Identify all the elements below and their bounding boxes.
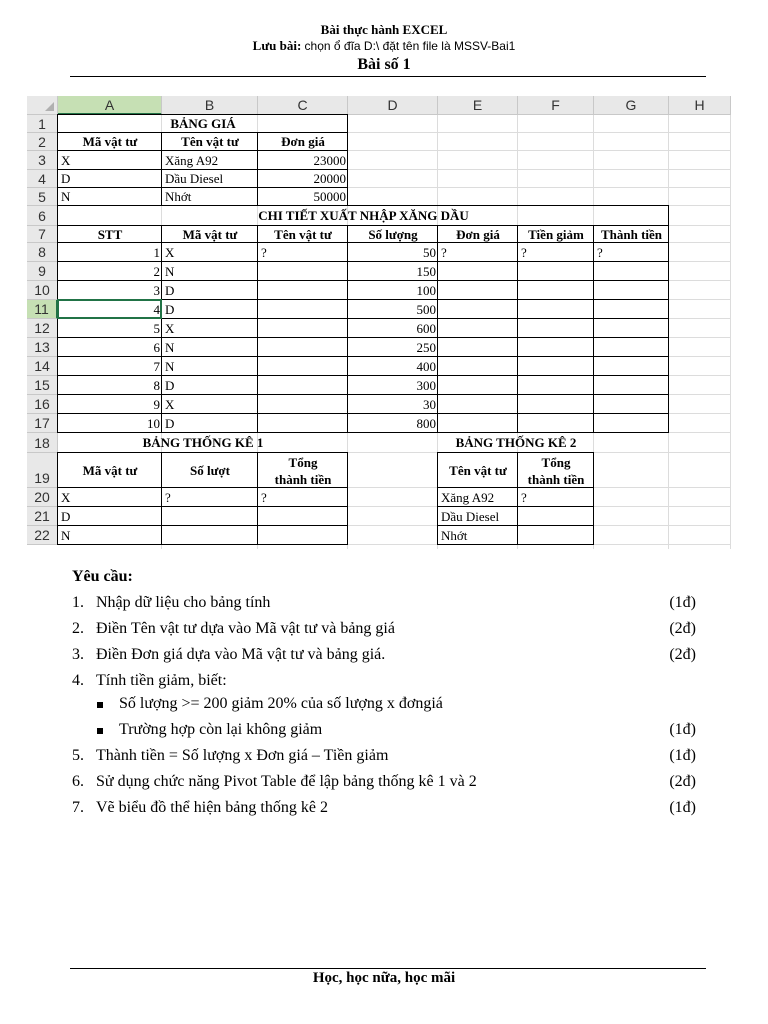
detail-table-cell[interactable]: [594, 319, 669, 338]
requirement-text: Sử dụng chức năng Pivot Table để lập bảng thống kê 1 và 2: [96, 773, 477, 790]
stats1-cell[interactable]: N: [61, 528, 71, 543]
column-header-f[interactable]: F: [518, 96, 594, 115]
detail-table-cell[interactable]: 4: [153, 302, 160, 317]
row-header-19[interactable]: 19: [27, 453, 58, 488]
price-table-cell[interactable]: D: [61, 171, 71, 186]
save-text: chọn ổ đĩa D:\ đặt tên file là MSSV-Bai1: [304, 39, 516, 53]
detail-table-cell[interactable]: [518, 262, 594, 281]
detail-table-cell[interactable]: [258, 281, 348, 300]
requirement-text: Điền Đơn giá dựa vào Mã vật tư và bảng giá.: [96, 646, 386, 663]
detail-table-cell[interactable]: [518, 357, 594, 376]
column-header-a[interactable]: A: [58, 96, 162, 115]
save-label: Lưu bài:: [252, 38, 302, 53]
detail-table-cell[interactable]: [594, 281, 669, 300]
detail-table-cell[interactable]: [438, 376, 518, 395]
detail-table-header[interactable]: Số lượng: [368, 227, 418, 242]
stats1-header-line1: Tổng: [288, 455, 318, 470]
detail-table-header[interactable]: Đơn giá: [456, 227, 500, 242]
row-header-8[interactable]: 8: [27, 243, 58, 262]
row-header-17[interactable]: 17: [27, 414, 58, 433]
exercise-title: Bài số 1: [357, 56, 411, 73]
stats2-header-line1: Tổng: [541, 455, 571, 470]
column-header-g[interactable]: G: [594, 96, 669, 115]
detail-table-title[interactable]: CHI TIẾT XUẤT NHẬP XĂNG DẦU: [258, 208, 469, 223]
detail-table-cell[interactable]: 1: [153, 245, 160, 260]
detail-table-header[interactable]: Tên vật tư: [274, 227, 332, 242]
stats1-header-line2: thành tiền: [274, 472, 332, 487]
row-header-21[interactable]: 21: [27, 507, 58, 526]
detail-table-cell[interactable]: 6: [153, 340, 160, 355]
detail-table-cell[interactable]: [594, 338, 669, 357]
detail-table-cell[interactable]: D: [165, 416, 175, 431]
stats1-cell[interactable]: [162, 526, 258, 545]
detail-table-cell[interactable]: 8: [153, 378, 160, 393]
price-table-cell[interactable]: 23000: [313, 153, 346, 168]
detail-table-cell[interactable]: 10: [147, 416, 160, 431]
detail-table-cell[interactable]: N: [165, 264, 175, 279]
price-table-cell[interactable]: N: [61, 189, 71, 204]
detail-table-cell[interactable]: [258, 414, 348, 433]
requirement-number: 1.: [72, 594, 84, 611]
detail-table-cell[interactable]: [438, 357, 518, 376]
detail-table-cell[interactable]: [258, 376, 348, 395]
detail-table-cell[interactable]: 250: [416, 340, 436, 355]
detail-table-cell[interactable]: [438, 281, 518, 300]
detail-table-cell[interactable]: [594, 395, 669, 414]
detail-table-cell[interactable]: [258, 395, 348, 414]
requirement-text: Thành tiền = Số lượng x Đơn giá – Tiền giảm: [96, 747, 389, 764]
requirement-text: Số lượng >= 200 giảm 20% của số lượng x đơngiá: [119, 695, 443, 712]
requirement-text: Trường hợp còn lại không giảm: [119, 721, 323, 738]
row-header-16[interactable]: 16: [27, 395, 58, 414]
detail-table-cell[interactable]: [258, 338, 348, 357]
doc-title: Bài thực hành EXCEL: [320, 22, 448, 37]
detail-table-cell[interactable]: [258, 357, 348, 376]
row-header-6[interactable]: 6: [27, 206, 58, 226]
price-table-header[interactable]: Mã vật tư: [82, 134, 138, 149]
detail-table-cell[interactable]: [258, 319, 348, 338]
detail-table-cell[interactable]: [594, 376, 669, 395]
row-header-20[interactable]: 20: [27, 488, 58, 507]
column-header-b[interactable]: B: [162, 96, 258, 115]
detail-table-cell[interactable]: D: [165, 302, 175, 317]
detail-table-cell[interactable]: 5: [153, 321, 160, 336]
bullet-icon: [97, 728, 103, 734]
stats2-cell[interactable]: ?: [521, 490, 527, 505]
gridline-v: [730, 115, 731, 549]
detail-table-cell[interactable]: 100: [416, 283, 436, 298]
detail-table-cell[interactable]: ?: [441, 245, 447, 260]
requirement-points: (2đ): [669, 620, 696, 637]
requirement-number: 4.: [72, 672, 84, 689]
requirement-points: (2đ): [669, 646, 696, 663]
stats2-cell[interactable]: [518, 507, 594, 526]
detail-table-cell[interactable]: ?: [597, 245, 603, 260]
stats2-title[interactable]: BẢNG THỐNG KÊ 2: [455, 435, 577, 450]
stats1-cell[interactable]: ?: [261, 490, 267, 505]
requirement-text: Vẽ biểu đồ thể hiện bảng thống kê 2: [96, 799, 328, 816]
price-table-cell[interactable]: 20000: [313, 171, 346, 186]
detail-table-cell[interactable]: [438, 319, 518, 338]
select-all-corner[interactable]: [27, 96, 58, 115]
detail-table-header[interactable]: STT: [97, 227, 123, 242]
row-header-14[interactable]: 14: [27, 357, 58, 376]
row-header-13[interactable]: 13: [27, 338, 58, 357]
stats1-cell[interactable]: [258, 507, 348, 526]
detail-table-cell[interactable]: [438, 414, 518, 433]
detail-table-cell[interactable]: 500: [416, 302, 436, 317]
detail-table-cell[interactable]: [258, 262, 348, 281]
detail-table-cell[interactable]: [518, 414, 594, 433]
detail-table-cell[interactable]: [594, 300, 669, 319]
stats2-cell[interactable]: Dầu Diesel: [441, 509, 500, 524]
detail-table-cell[interactable]: D: [165, 378, 175, 393]
stats2-header-line2: thành tiền: [527, 472, 585, 487]
detail-table-cell[interactable]: [438, 338, 518, 357]
detail-table-cell[interactable]: 2: [153, 264, 160, 279]
detail-table-cell[interactable]: [438, 300, 518, 319]
detail-table-cell[interactable]: 9: [153, 397, 160, 412]
stats2-cell[interactable]: [518, 526, 594, 545]
detail-table-cell[interactable]: 300: [416, 378, 436, 393]
stats1-header[interactable]: Số lượt: [190, 463, 230, 478]
detail-table-cell[interactable]: 7: [153, 359, 160, 374]
detail-table-header[interactable]: Thành tiền: [600, 227, 663, 242]
row-header-15[interactable]: 15: [27, 376, 58, 395]
detail-table-cell[interactable]: [518, 281, 594, 300]
table-border: [517, 452, 594, 453]
stats1-title[interactable]: BẢNG THỐNG KÊ 1: [142, 435, 264, 450]
column-header-c[interactable]: C: [258, 96, 348, 115]
column-header-e[interactable]: E: [438, 96, 518, 115]
stats1-header[interactable]: Mã vật tư: [82, 463, 138, 478]
detail-table-cell[interactable]: 3: [153, 283, 160, 298]
detail-table-cell[interactable]: [518, 338, 594, 357]
price-table-cell[interactable]: Xăng A92: [165, 153, 219, 168]
price-table-cell[interactable]: Dầu Diesel: [165, 171, 224, 186]
price-table-header[interactable]: Đơn giá: [281, 134, 325, 149]
stats2-cell[interactable]: Xăng A92: [441, 490, 495, 505]
row-header-9[interactable]: 9: [27, 262, 58, 281]
requirement-number: 5.: [72, 747, 84, 764]
price-table-cell[interactable]: X: [61, 153, 71, 168]
detail-table-cell[interactable]: 30: [423, 397, 436, 412]
row-header-22[interactable]: 22: [27, 526, 58, 545]
table-border: [257, 452, 348, 453]
header-rule: [70, 76, 706, 77]
requirement-text: Nhập dữ liệu cho bảng tính: [96, 594, 271, 611]
requirement-number: 6.: [72, 773, 84, 790]
detail-table-cell[interactable]: X: [165, 245, 175, 260]
detail-table-cell[interactable]: ?: [521, 245, 527, 260]
detail-table-cell[interactable]: [594, 414, 669, 433]
requirement-number: 7.: [72, 799, 84, 816]
save-instruction: [0, 38, 768, 54]
footer-motto: Học, học nữa, học mãi: [312, 970, 456, 986]
stats2-cell[interactable]: Nhớt: [441, 528, 468, 543]
requirement-points: (1đ): [669, 747, 696, 764]
stats2-header-total[interactable]: [518, 454, 594, 488]
row-header-10[interactable]: 10: [27, 281, 58, 300]
row-header-3[interactable]: 3: [27, 151, 58, 170]
detail-table-cell[interactable]: 50: [423, 245, 436, 260]
price-table-cell[interactable]: Nhớt: [165, 189, 192, 204]
price-table-header[interactable]: Tên vật tư: [181, 134, 239, 149]
stats1-header-total[interactable]: [258, 454, 348, 488]
row-header-2[interactable]: 2: [27, 133, 58, 151]
detail-table-cell[interactable]: [594, 357, 669, 376]
selected-cell[interactable]: [57, 299, 162, 319]
detail-table-cell[interactable]: [438, 262, 518, 281]
stats1-cell[interactable]: [162, 507, 258, 526]
requirement-points: (1đ): [669, 721, 696, 738]
stats2-header[interactable]: Tên vật tư: [449, 463, 507, 478]
detail-table-cell[interactable]: N: [165, 359, 175, 374]
detail-table-cell[interactable]: [258, 300, 348, 319]
row-header-12[interactable]: 12: [27, 319, 58, 338]
detail-table-cell[interactable]: [518, 319, 594, 338]
price-table-cell[interactable]: 50000: [313, 189, 346, 204]
detail-table-cell[interactable]: N: [165, 340, 175, 355]
detail-table-cell[interactable]: [518, 395, 594, 414]
requirements-title: Yêu cầu:: [72, 568, 133, 585]
spreadsheet: [27, 96, 731, 549]
stats1-cell[interactable]: X: [61, 490, 71, 505]
row-header-5[interactable]: 5: [27, 188, 58, 206]
detail-table-cell[interactable]: X: [165, 397, 175, 412]
detail-table-cell[interactable]: X: [165, 321, 175, 336]
detail-table-cell[interactable]: 150: [416, 264, 436, 279]
requirement-points: (2đ): [669, 773, 696, 790]
stats1-cell[interactable]: D: [61, 509, 71, 524]
column-header-d[interactable]: D: [348, 96, 438, 115]
detail-table-cell[interactable]: [438, 395, 518, 414]
detail-table-cell[interactable]: 400: [416, 359, 436, 374]
row-header-1[interactable]: 1: [27, 115, 58, 133]
requirement-text: Điền Tên vật tư dựa vào Mã vật tư và bảng giá: [96, 620, 395, 637]
detail-table-cell[interactable]: 600: [416, 321, 436, 336]
row-header-18[interactable]: 18: [27, 433, 58, 453]
detail-table-cell[interactable]: ?: [261, 245, 267, 260]
detail-table-cell[interactable]: D: [165, 283, 175, 298]
row-header-7[interactable]: 7: [27, 226, 58, 243]
requirement-number: 3.: [72, 646, 84, 663]
column-header-h[interactable]: H: [669, 96, 731, 115]
row-header-11[interactable]: 11: [27, 300, 58, 319]
detail-table-cell[interactable]: [518, 376, 594, 395]
detail-table-cell[interactable]: 800: [416, 416, 436, 431]
stats1-cell[interactable]: ?: [165, 490, 171, 505]
detail-table-header[interactable]: Mã vật tư: [182, 227, 238, 242]
requirement-points: (1đ): [669, 799, 696, 816]
detail-table-cell[interactable]: [594, 262, 669, 281]
price-table-title[interactable]: BẢNG GIÁ: [170, 116, 236, 131]
requirement-text: Tính tiền giảm, biết:: [96, 672, 227, 689]
bullet-icon: [97, 702, 103, 708]
requirement-points: (1đ): [669, 594, 696, 611]
detail-table-cell[interactable]: [518, 300, 594, 319]
footer-rule: [70, 968, 706, 969]
stats1-cell[interactable]: [258, 526, 348, 545]
requirement-number: 2.: [72, 620, 84, 637]
detail-table-header[interactable]: Tiền giảm: [528, 227, 584, 242]
row-header-4[interactable]: 4: [27, 170, 58, 188]
